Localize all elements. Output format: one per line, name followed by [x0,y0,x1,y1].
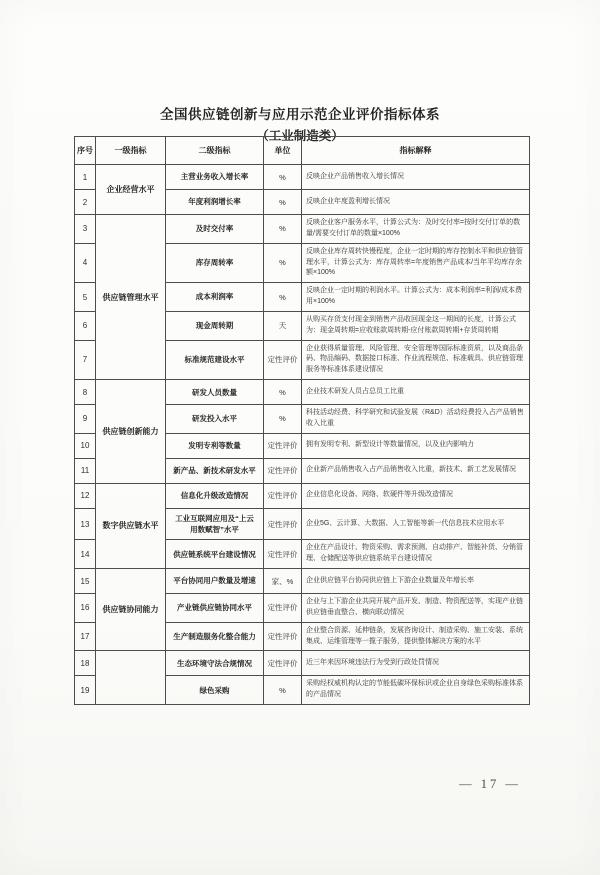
explanation-cell: 企业在产品设计、物资采购、需求预测、自动排产、智能补货、分销管理、仓储配送等供应链系统平台建设情况 [302,540,530,569]
header-serial-number: 序号 [75,137,96,165]
serial-number-cell: 4 [75,243,96,283]
unit-cell: 家、% [264,569,302,594]
serial-number-cell: 10 [75,433,96,458]
table-body [75,165,530,705]
level2-indicator-cell: 主营业务收入增长率 [166,165,264,190]
unit-cell: 定性评价 [264,622,302,651]
explanation-cell: 反映企业年度盈利增长情况 [302,190,530,215]
explanation-cell: 企业新产品销售收入占产品销售收入比重，新技术、新工艺发展情况 [302,458,530,483]
level1-indicator-cell: 供应链管理水平 [96,215,166,380]
serial-number-cell: 9 [75,405,96,434]
explanation-cell: 反映企业客户服务水平，计算公式为：及时交付率=按时交付订单的数量/需要交付订单的数量×100% [302,215,530,244]
serial-number-cell: 18 [75,651,96,676]
serial-number-cell: 17 [75,622,96,651]
unit-cell: % [264,190,302,215]
page-number: — 17 — [459,777,521,791]
unit-cell: % [264,215,302,244]
table-row [75,569,530,594]
serial-number-cell: 5 [75,283,96,312]
unit-cell: 定性评价 [264,458,302,483]
table-row [75,483,530,508]
level2-indicator-cell: 标准规范建设水平 [166,340,264,380]
unit-cell: 定性评价 [264,340,302,380]
unit-cell: 定性评价 [264,594,302,623]
explanation-cell: 企业获得质量管理、风险管理、安全管理等国际标准资质，以及商品条码、物品编码、数据接口标准、作业流程规范、标准载具、供应链管理服务等标准体系建设情况 [302,340,530,380]
serial-number-cell: 6 [75,311,96,340]
table-row [75,380,530,405]
unit-cell: 定性评价 [264,433,302,458]
level2-indicator-cell: 研发人员数量 [166,380,264,405]
explanation-cell: 反映企业一定时期的利润水平。计算公式为：成本利润率=利润/成本费用×100% [302,283,530,312]
level2-indicator-cell: 及时交付率 [166,215,264,244]
unit-cell: % [264,405,302,434]
level2-indicator-cell: 生产制造服务化整合能力 [166,622,264,651]
unit-cell: 定性评价 [264,483,302,508]
level1-indicator-cell: 数字供应链水平 [96,483,166,568]
explanation-cell: 近三年来因环境违法行为受到行政处罚情况 [302,651,530,676]
level1-indicator-cell [96,651,166,705]
unit-cell: 定性评价 [264,540,302,569]
explanation-cell: 企业与上下游企业共同开展产品开发、制造、物资配送等，实现产业链供应链垂直整合、横向联动情况 [302,594,530,623]
explanation-cell: 企业5G、云计算、大数据、人工智能等新一代信息技术应用水平 [302,508,530,540]
table-header-row [75,137,530,165]
table-row [75,215,530,244]
level2-indicator-cell: 绿色采购 [166,676,264,705]
explanation-cell: 科技活动经费、科学研究和试验发展（R&D）活动经费投入占产品销售收入比重 [302,405,530,434]
serial-number-cell: 13 [75,508,96,540]
serial-number-cell: 12 [75,483,96,508]
level2-indicator-cell: 生态环境守法合规情况 [166,651,264,676]
level2-indicator-cell: 工业互联网应用及“上云用数赋智”水平 [166,508,264,540]
explanation-cell: 反映企业产品销售收入增长情况 [302,165,530,190]
header-level2-indicator: 二级指标 [166,137,264,165]
serial-number-cell: 19 [75,676,96,705]
indicator-table [74,136,530,705]
serial-number-cell: 3 [75,215,96,244]
unit-cell: % [264,165,302,190]
table-row [75,165,530,190]
header-unit: 单位 [264,137,302,165]
level2-indicator-cell: 产业链供应链协同水平 [166,594,264,623]
level1-indicator-cell: 供应链创新能力 [96,380,166,484]
explanation-cell: 反映企业库存周转快慢程度，企业一定时期的库存控制水平和供应链管理水平，计算公式为：库存周转率=年度销售产品成本/当年平均库存余额×100% [302,243,530,283]
explanation-cell: 企业整合资源、延伸链条，发展咨询设计、制造采购、施工安装、系统集成、运维管理等一揽子服务，提供整体解决方案的水平 [302,622,530,651]
level2-indicator-cell: 信息化升级改造情况 [166,483,264,508]
level2-indicator-cell: 现金周转期 [166,311,264,340]
serial-number-cell: 7 [75,340,96,380]
level2-indicator-cell: 新产品、新技术研发水平 [166,458,264,483]
level2-indicator-cell: 成本利润率 [166,283,264,312]
serial-number-cell: 1 [75,165,96,190]
level2-indicator-cell: 研发投入水平 [166,405,264,434]
unit-cell: 定性评价 [264,651,302,676]
serial-number-cell: 2 [75,190,96,215]
table-row [75,651,530,676]
level1-indicator-cell: 企业经营水平 [96,165,166,215]
level2-indicator-cell: 年度利润增长率 [166,190,264,215]
serial-number-cell: 8 [75,380,96,405]
level2-indicator-cell: 库存周转率 [166,243,264,283]
serial-number-cell: 11 [75,458,96,483]
explanation-cell: 从购买存货支付现金到销售产品收回现金这一期间的长度，计算公式为：现金周转期=应收账款周转期-应付账款周转期+存货周转期 [302,311,530,340]
explanation-cell: 企业供应链平台协同供应链上下游企业数量及年增长率 [302,569,530,594]
explanation-cell: 采购经权威机构认定的节能低碳环保标识或企业自身绿色采购标准体系的产品情况 [302,676,530,705]
header-explanation: 指标解释 [302,137,530,165]
serial-number-cell: 16 [75,594,96,623]
unit-cell: 定性评价 [264,508,302,540]
level2-indicator-cell: 供应链系统平台建设情况 [166,540,264,569]
explanation-cell: 企业信息化设备、网络、软硬件等升级改造情况 [302,483,530,508]
level2-indicator-cell: 发明专利等数量 [166,433,264,458]
unit-cell: % [264,676,302,705]
explanation-cell: 拥有发明专利、新型设计等数量情况，以及业内影响力 [302,433,530,458]
unit-cell: % [264,243,302,283]
level1-indicator-cell: 供应链协同能力 [96,569,166,651]
unit-cell: % [264,380,302,405]
unit-cell: 天 [264,311,302,340]
explanation-cell: 企业技术研发人员占总员工比重 [302,380,530,405]
unit-cell: % [264,283,302,312]
title-line2: （工业制造类） [256,129,344,143]
serial-number-cell: 15 [75,569,96,594]
header-level1-indicator: 一级指标 [96,137,166,165]
serial-number-cell: 14 [75,540,96,569]
title-line1: 全国供应链创新与应用示范企业评价指标体系 [160,107,440,122]
level2-indicator-cell: 平台协同用户数量及增速 [166,569,264,594]
